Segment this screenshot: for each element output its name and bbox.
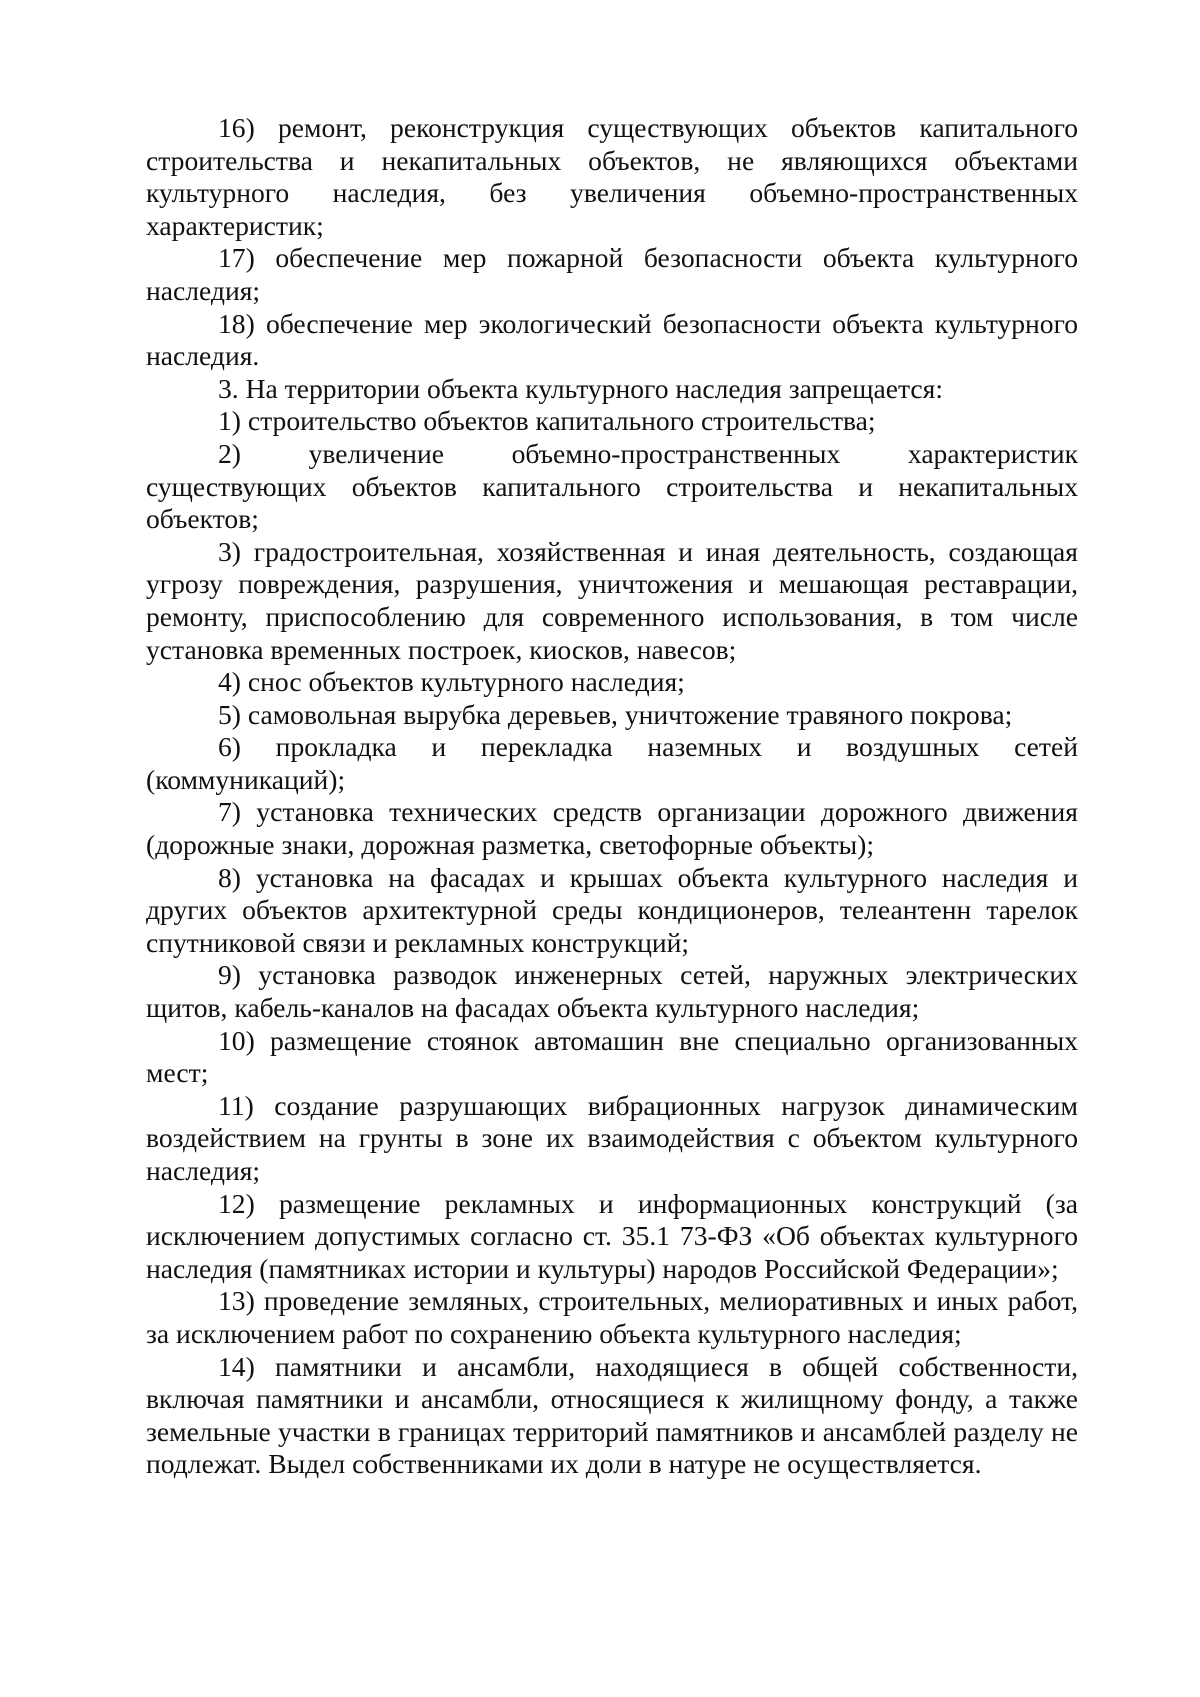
prohibition-11: 11) создание разрушающих вибрационных нагрузок динамическим воздействием на грунты в зоне их взаимодействия с объектом культурного наследия; — [146, 1089, 1078, 1186]
prohibition-8: 8) установка на фасадах и крышах объекта культурного наследия и других объектов архитектурной среды кондиционеров, телеантенн тарелок спутниковой связи и рекламных конструкций; — [146, 861, 1078, 958]
prohibition-13: 13) проведение земляных, строительных, мелиоративных и иных работ, за исключением работ по сохранению объекта культурного наследия; — [146, 1285, 1078, 1349]
item-17-fire-safety: 17) обеспечение мер пожарной безопасности объекта культурного наследия; — [146, 242, 1078, 306]
prohibition-4: 4) снос объектов культурного наследия; — [218, 666, 685, 698]
prohibition-14: 14) памятники и ансамбли, находящиеся в общей собственности, включая памятники и ансамбли, относящиеся к жилищному фонду, а также земельные участки в границах территорий памятников и ансамблей разделу не подлежат. Выдел собственниками их доли в натуре не осуществляется. — [146, 1350, 1078, 1480]
prohibition-12: 12) размещение рекламных и информационных конструкций (за исключением допустимых согласно ст. 35.1 73-ФЗ «Об объектах культурного наследия (памятниках истории и культуры) народов Российской Федерации»; — [146, 1187, 1078, 1284]
prohibition-2: 2) увеличение объемно-пространственных характеристик существующих объектов капитального строительства и некапитальных объектов; — [146, 437, 1078, 535]
prohibition-3: 3) градостроительная, хозяйственная и иная деятельность, создающая угрозу повреждения, разрушения, уничтожения и мешающая реставрации, ремонту, приспособлению для современного использования, в том числе установка временных построек, киосков, навесов; — [146, 535, 1078, 665]
prohibition-7: 7) установка технических средств организации дорожного движения (дорожные знаки, дорожная разметка, светофорные объекты); — [146, 796, 1078, 861]
section-3-prohibitions-heading: 3. На территории объекта культурного наследия запрещается: — [218, 372, 944, 404]
document-page — [146, 112, 1078, 1481]
prohibition-6: 6) прокладка и перекладка наземных и воздушных сетей (коммуникаций); — [146, 731, 1078, 795]
prohibition-10: 10) размещение стоянок автомашин вне специально организованных мест; — [146, 1024, 1078, 1089]
item-18-ecological-safety: 18) обеспечение мер экологический безопасности объекта культурного наследия. — [146, 307, 1078, 372]
prohibition-1: 1) строительство объектов капитального строительства; — [218, 405, 876, 437]
prohibition-5: 5) самовольная вырубка деревьев, уничтожение травяного покрова; — [218, 698, 1013, 730]
item-16-repair: 16) ремонт, реконструкция существующих объектов капитального строительства и некапитальных объектов, не являющихся объектами культурного наследия, без увеличения объемно-пространственных характеристик; — [146, 112, 1078, 241]
prohibition-9: 9) установка разводок инженерных сетей, наружных электрических щитов, кабель-каналов на фасадах объекта культурного наследия; — [146, 959, 1078, 1024]
